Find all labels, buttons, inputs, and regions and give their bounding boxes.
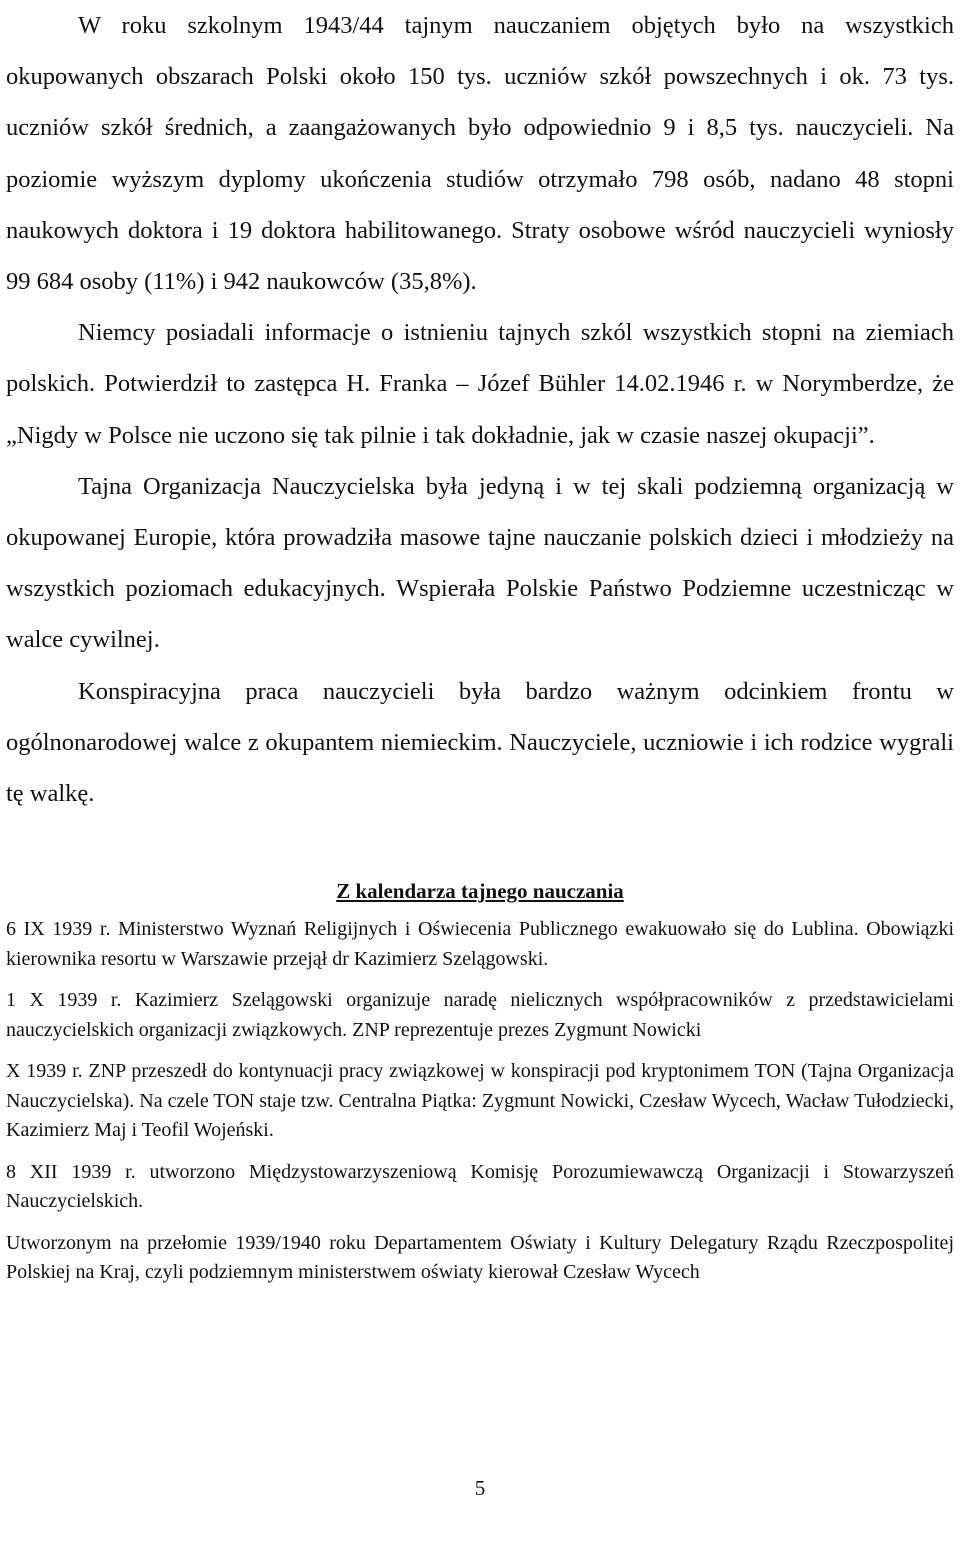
page-number: 5 <box>474 1476 486 1500</box>
calendar-entry: 8 XII 1939 r. utworzono Międzystowarzyszeniową Komisję Porozumiewawczą Organizacji i Stowarzyszeń Nauczycielskich. <box>6 1160 954 1213</box>
calendar-entry: 1 X 1939 r. Kazimierz Szelągowski organizuje naradę nielicznych współpracowników z przedstawicielami nauczycielskich organizacji związkowych. ZNP reprezentuje prezes Zygmunt Nowicki <box>6 989 954 1041</box>
body-paragraph-1: W roku szkolnym 1943/44 tajnym nauczaniem objętych było na wszystkich okupowanych obszarach Polski około 150 tys. uczniów szkół powszechnych i ok. 73 tys. uczniów szkół średnich, a zaangażowanych było odpowiednio 9 i 8,5 tys. nauczycieli. Na poziomie wyższym dyplomy ukończenia studiów otrzymało 798 osób, nadano 48 stopni naukowych doktora i 19 doktora habilitowanego. Straty osobowe wśród nauczycieli wyniosły 99 684 osoby (11%) i 942 naukowców (35,8%). <box>6 12 954 296</box>
calendar-entry: 6 IX 1939 r. Ministerstwo Wyznań Religijnych i Oświecenia Publicznego ewakuowało się do Lublina. Obowiązki kierownika resortu w Warszawie przejął dr Kazimierz Szelągowski. <box>6 918 954 970</box>
calendar-section-title: Z kalendarza tajnego nauczania <box>336 879 624 904</box>
document-page <box>6 0 954 1300</box>
body-paragraph-3: Tajna Organizacja Nauczycielska była jedyną i w tej skali podziemną organizacją w okupowanej Europie, która prowadziła masowe tajne nauczanie polskich dzieci i młodzieży na wszystkich poziomach edukacyjnych. Wspierała Polskie Państwo Podziemne uczestnicząc w walce cywilnej. <box>6 472 954 654</box>
calendar-entry: X 1939 r. ZNP przeszedł do kontynuacji pracy związkowej w konspiracji pod kryptonimem TON (Tajna Organizacja Nauczycielska). Na czele TON staje tzw. Centralna Piątka: Zygmunt Nowicki, Czesław Wycech, Wacław Tułodziecki, Kazimierz Maj i Teofil Wojeński. <box>6 1060 954 1142</box>
calendar-entry: Utworzonym na przełomie 1939/1940 roku Departamentem Oświaty i Kultury Delegatury Rządu Rzeczpospolitej Polskiej na Kraj, czyli podziemnym ministerstwem oświaty kierował Czesław Wycech <box>6 1231 954 1284</box>
body-paragraph-4: Konspiracyjna praca nauczycieli była bardzo ważnym odcinkiem frontu w ogólnonarodowej walce z okupantem niemieckim. Nauczyciele, uczniowie i ich rodzice wygrali tę walkę. <box>6 677 954 808</box>
body-paragraph-2: Niemcy posiadali informacje o istnieniu tajnych szkól wszystkich stopni na ziemiach polskich. Potwierdził to zastępca H. Franka – Józef Bühler 14.02.1946 r. w Norymberdze, że „Nigdy w Polsce nie uczono się tak pilnie i tak dokładnie, jak w czasie naszej okupacji”. <box>6 319 954 449</box>
calendar-list <box>6 915 954 1288</box>
